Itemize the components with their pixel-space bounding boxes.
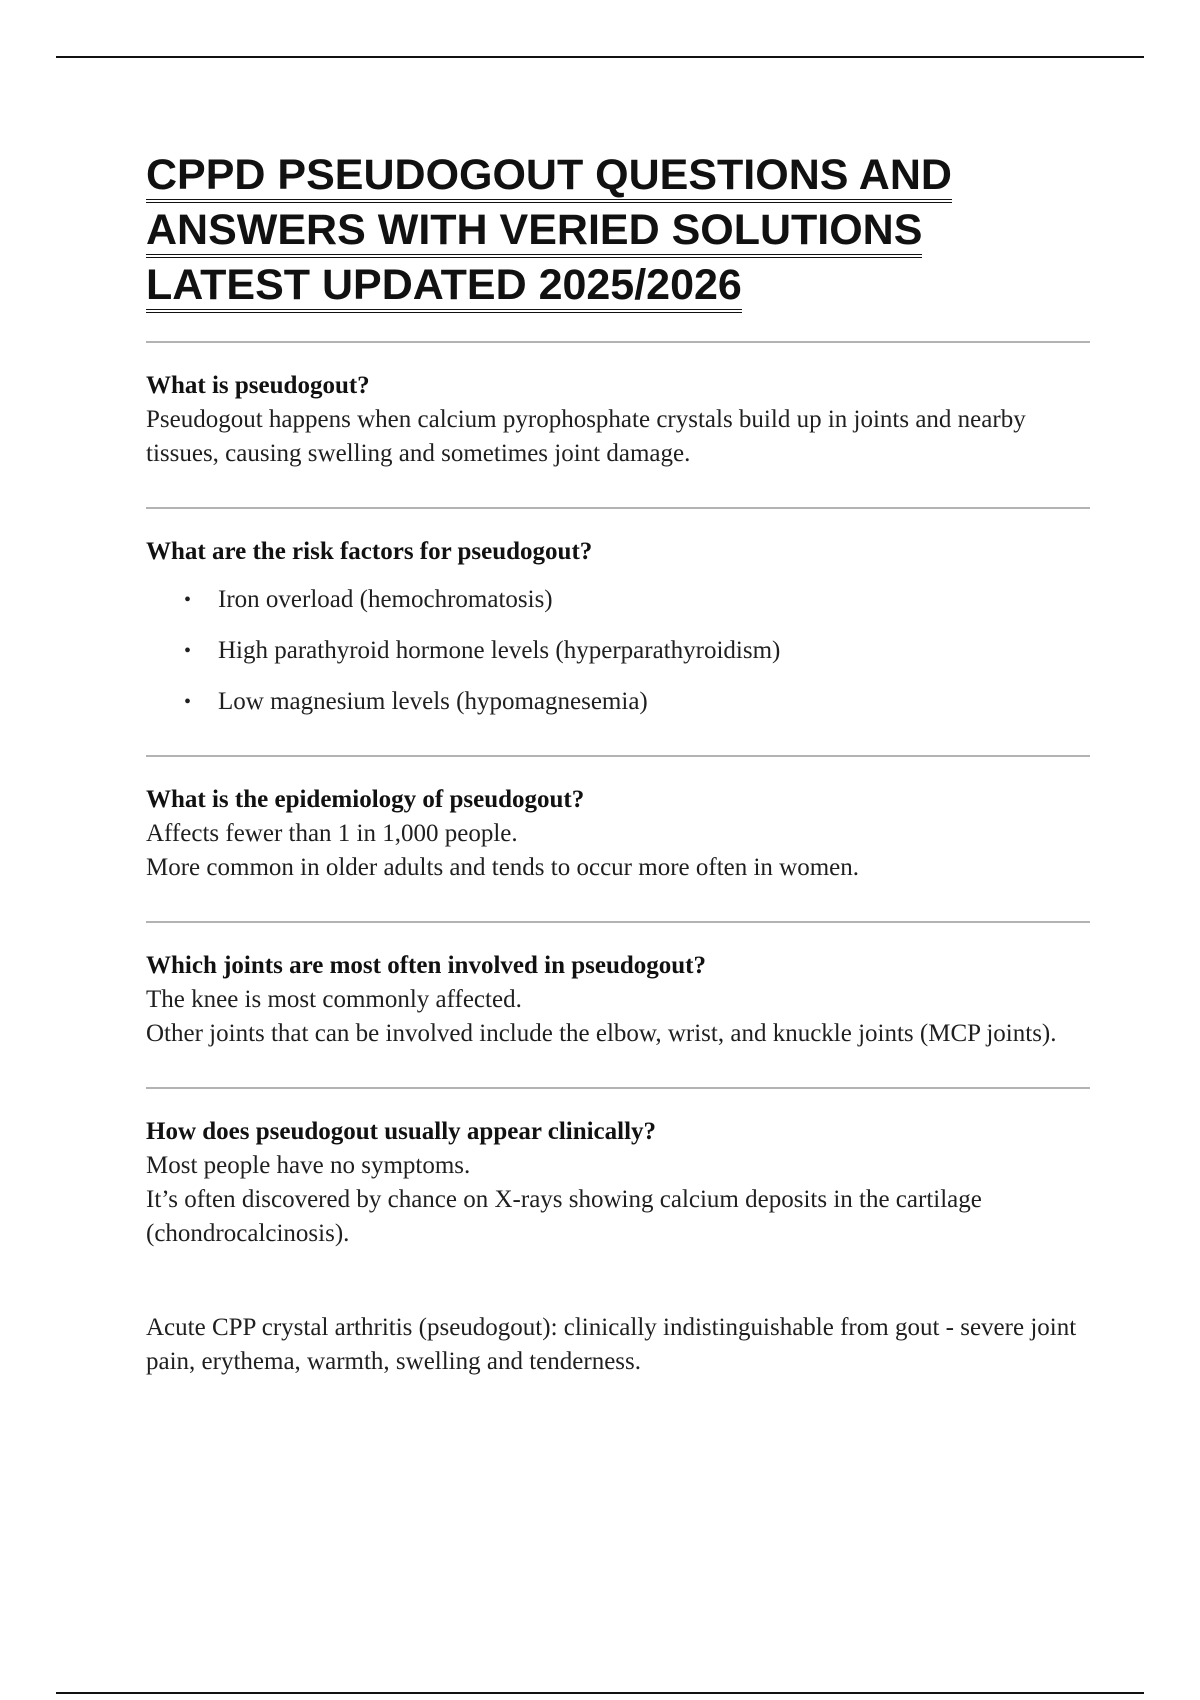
question-heading: How does pseudogout usually appear clinically? <box>146 1118 657 1145</box>
qa-section-epidemiology <box>146 757 1090 921</box>
question-heading: What is pseudogout? <box>146 372 370 399</box>
document-title: CPPD PSEUDOGOUT QUESTIONS AND ANSWERS WITH VERIED SOLUTIONS LATEST UPDATED 2025/2026 <box>146 148 1090 313</box>
qa-section-joints <box>146 923 1090 1087</box>
question-heading: Which joints are most often involved in pseudogout? <box>146 952 707 979</box>
question-heading: What are the risk factors for pseudogout? <box>146 538 593 565</box>
list-item: • Low magnesium levels (hypomagnesemia) <box>218 685 1090 719</box>
answer-text: The knee is most commonly affected. <box>146 986 522 1013</box>
qa-section-risk-factors <box>146 509 1090 755</box>
page-top-rule <box>56 56 1144 58</box>
question-heading: What is the epidemiology of pseudogout? <box>146 786 585 813</box>
answer-text: Affects fewer than 1 in 1,000 people. <box>146 820 518 847</box>
bullet-icon: • <box>184 640 192 662</box>
list-item: • Iron overload (hemochromatosis) <box>218 583 1090 617</box>
page-bottom-rule <box>56 1692 1144 1694</box>
answer-text: Pseudogout happens when calcium pyrophosphate crystals build up in joints and nearby tissues, causing swelling and sometimes joint damage. <box>146 406 1026 467</box>
bullet-icon: • <box>184 589 192 611</box>
qa-section-clinical <box>146 1089 1090 1379</box>
bullet-icon: • <box>184 691 192 713</box>
answer-text: More common in older adults and tends to occur more often in women. <box>146 854 860 881</box>
qa-section-definition <box>146 343 1090 507</box>
risk-factor-list <box>146 583 1090 719</box>
answer-text: Other joints that can be involved include the elbow, wrist, and knuckle joints (MCP joints). <box>146 1020 1057 1047</box>
answer-text: It’s often discovered by chance on X-rays showing calcium deposits in the cartilage (chondrocalcinosis). <box>146 1186 982 1247</box>
answer-text: Most people have no symptoms. <box>146 1152 471 1179</box>
document-body <box>146 148 1090 1379</box>
list-item: • High parathyroid hormone levels (hyperparathyroidism) <box>218 634 1090 668</box>
clinical-note: Acute CPP crystal arthritis (pseudogout): clinically indistinguishable from gout - severe joint pain, erythema, warmth, swelling and tenderness. <box>146 1314 1077 1375</box>
